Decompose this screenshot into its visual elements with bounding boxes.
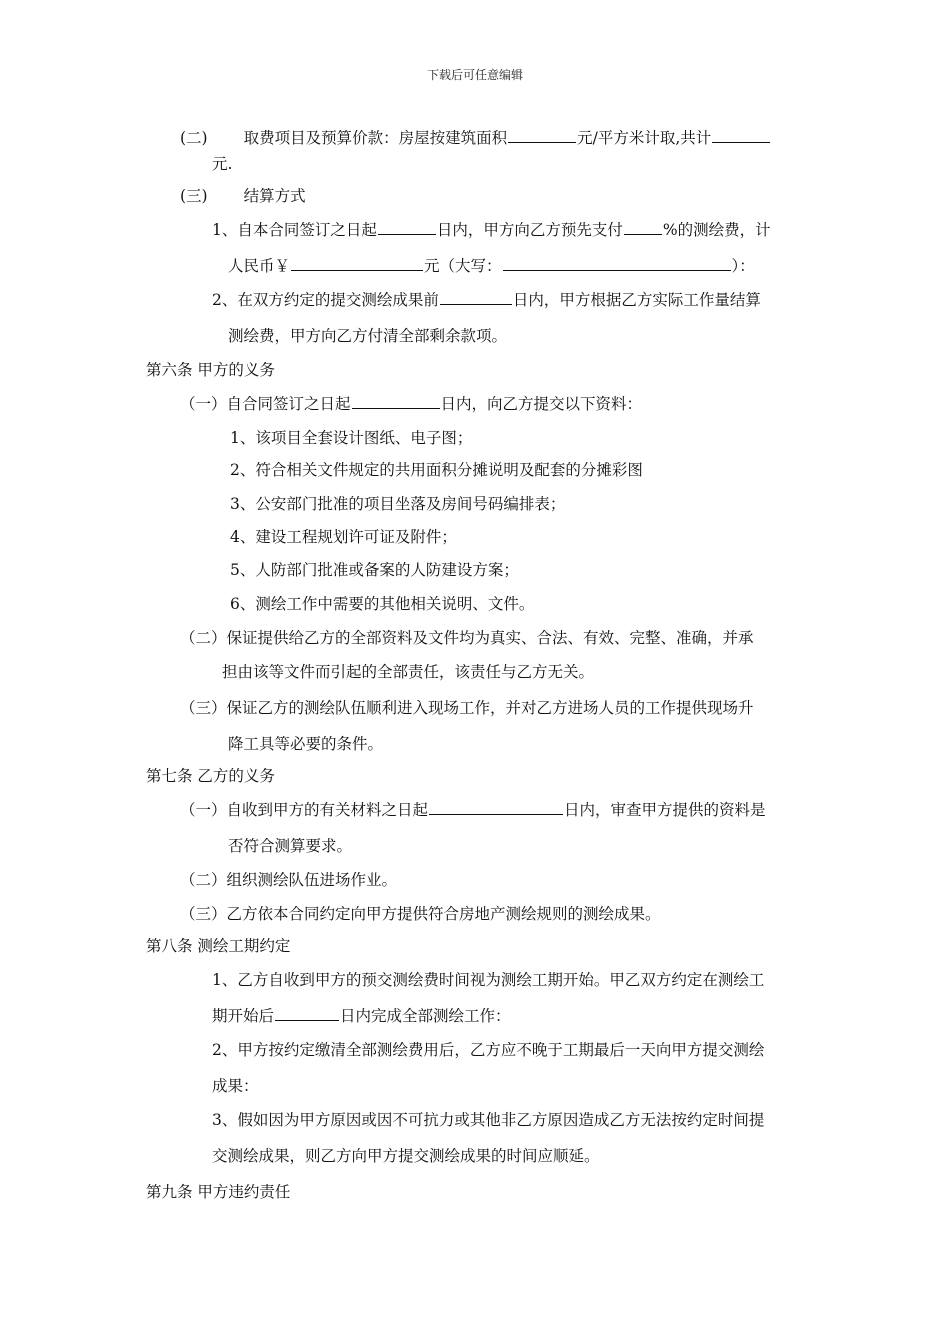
- article-6-title: 第六条 甲方的义务: [146, 361, 275, 379]
- article-9-title: 第九条 甲方违约责任: [146, 1183, 291, 1201]
- schedule-item-1: 1、乙方自收到甲方的预交测绘费时间视为测绘工期开始。甲乙双方约定在测绘工: [212, 971, 765, 989]
- schedule-item-3: 3、假如因为甲方原因或因不可抗力或其他非乙方原因造成乙方无法按约定时间提: [212, 1111, 765, 1129]
- material-item: 5、人防部门批准或备案的人防建设方案；: [230, 561, 519, 579]
- article-6-clause-3: （三）保证乙方的测绘队伍顺利进入现场工作，并对乙方进场人员的工作提供现场升: [180, 699, 754, 717]
- article-7-clause-3: （三）乙方依本合同约定向甲方提供符合房地产测绘规则的测绘成果。: [180, 905, 661, 923]
- submit-days-blank[interactable]: [352, 394, 440, 409]
- schedule-item-2: 2、甲方按约定缴清全部测绘费用后，乙方应不晚于工期最后一天向甲方提交测绘: [212, 1041, 765, 1059]
- settlement-item-1-cont: 人民币￥ 元（大写： ）：: [228, 257, 755, 275]
- clause-5-3: (三) 结算方式: [180, 187, 306, 205]
- schedule-item-1-cont: 期开始后 日内完成全部测绘工作：: [212, 1007, 511, 1025]
- page-header: 下载后可任意编辑: [426, 68, 523, 82]
- article-6-clause-2-cont: 担由该等文件而引起的全部责任，该责任与乙方无关。: [222, 663, 595, 681]
- settlement-item-1: 1、自本合同签订之日起 日内，甲方向乙方预先支付 %的测绘费，计: [212, 221, 771, 239]
- material-item: 4、建设工程规划许可证及附件；: [230, 528, 457, 546]
- days-blank[interactable]: [378, 220, 436, 235]
- percent-blank[interactable]: [624, 220, 662, 235]
- article-7-clause-1-cont: 否符合测算要求。: [228, 837, 353, 855]
- article-8-title: 第八条 测绘工期约定: [146, 937, 291, 955]
- article-6-clause-1: （一）自合同签订之日起 日内，向乙方提交以下资料：: [180, 395, 643, 413]
- unit-price-blank[interactable]: [508, 128, 576, 143]
- total-amount-blank[interactable]: [712, 128, 770, 143]
- clause-5-2-end: 元.: [212, 155, 233, 173]
- amount-in-words-blank[interactable]: [503, 256, 731, 271]
- material-item: 6、测绘工作中需要的其他相关说明、文件。: [230, 595, 535, 613]
- settlement-item-2: 2、在双方约定的提交测绘成果前 日内，甲方根据乙方实际工作量结算: [212, 291, 761, 309]
- article-6-clause-2: （二）保证提供给乙方的全部资料及文件均为真实、合法、有效、完整、准确，并承: [180, 629, 754, 647]
- material-item: 1、该项目全套设计图纸、电子图；: [230, 429, 473, 447]
- days-before-blank[interactable]: [440, 290, 512, 305]
- article-7-clause-2: （二）组织测绘队伍进场作业。: [180, 871, 398, 889]
- completion-days-blank[interactable]: [275, 1006, 339, 1021]
- clause-5-2: (二) 取费项目及预算价款：房屋按建筑面积 元/平方米计取,共计: [180, 128, 771, 148]
- schedule-item-2-cont: 成果：: [212, 1077, 259, 1095]
- review-days-blank[interactable]: [429, 800, 563, 815]
- article-7-title: 第七条 乙方的义务: [146, 767, 275, 785]
- rmb-amount-blank[interactable]: [291, 256, 423, 271]
- material-item: 3、公安部门批准的项目坐落及房间号码编排表；: [230, 495, 566, 513]
- article-6-clause-3-cont: 降工具等必要的条件。: [228, 735, 384, 753]
- settlement-item-2-cont: 测绘费，甲方向乙方付清全部剩余款项。: [228, 327, 508, 345]
- article-7-clause-1: （一）自收到甲方的有关材料之日起 日内，审查甲方提供的资料是: [180, 801, 766, 819]
- schedule-item-3-cont: 交测绘成果，则乙方向甲方提交测绘成果的时间应顺延。: [212, 1147, 600, 1165]
- material-item: 2、符合相关文件规定的共用面积分摊说明及配套的分摊彩图: [230, 461, 643, 479]
